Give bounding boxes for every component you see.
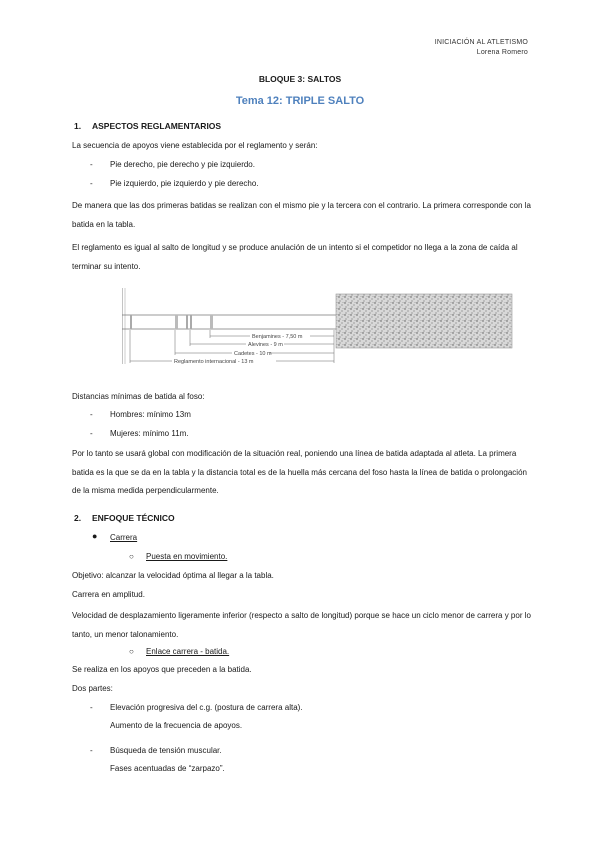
runway-diagram (122, 284, 514, 368)
bullet-dot: ● (92, 531, 98, 541)
distances-title: Distancias mínimas de batida al foso: (72, 392, 205, 401)
dash-bullet: - (90, 429, 93, 438)
topic-title: Tema 12: TRIPLE SALTO (235, 95, 365, 107)
paragraph: Carrera en amplitud. (72, 590, 145, 599)
label-benjamines: Benjamines - 7,50 m (252, 334, 303, 340)
list-item (90, 428, 189, 439)
paragraph: Velocidad de desplazamiento ligeramente inferior (respecto a salto de longitud) porque se hace un ciclo menor de carrera y por lo tanto, un menor talonamiento. (72, 611, 531, 639)
circle-bullet: ○ (129, 647, 134, 656)
dash-bullet: - (90, 703, 93, 712)
dash-bullet: - (90, 160, 93, 169)
circle-bullet: ○ (129, 552, 134, 561)
list-item-continuation: Aumento de la frecuencia de apoyos. (110, 721, 243, 730)
header-author: Lorena Romero (476, 49, 528, 56)
list-item-text: Búsqueda de tensión muscular. (110, 746, 222, 755)
list-item (92, 531, 138, 543)
label-cadetes: Cadetes - 10 m (234, 351, 272, 357)
list-item-text: Pie derecho, pie derecho y pie izquierdo. (110, 160, 255, 169)
subheading (129, 646, 230, 657)
dash-bullet: - (90, 179, 93, 188)
label-alevines: Alevines - 9 m (248, 342, 283, 348)
dash-bullet: - (90, 746, 93, 755)
list-item (90, 702, 303, 713)
paragraph: De manera que las dos primeras batidas se realizan con el mismo pie y la tercera con el contrario. La primera corresponde con la batida en la tabla. (72, 201, 531, 229)
list-item-text: Carrera (110, 533, 138, 542)
list-item (90, 409, 191, 420)
paragraph: Por lo tanto se usará global con modificación de la situación real, poniendo una línea de batida adaptada al atleta. La primera batida es la que se da en la tabla y la distancia total es de la huella más cercana del foso hasta la línea de batida o prolongación de la misma medida perpendicularmente. (72, 449, 527, 495)
section-1-intro: La secuencia de apoyos viene establecida por el reglamento y serán: (72, 141, 318, 150)
label-reglamento: Reglamento internacional - 13 m (174, 359, 254, 365)
list-item-text: Elevación progresiva del c.g. (postura de carrera alta). (110, 703, 303, 712)
paragraph: Se realiza en los apoyos que preceden a la batida. (72, 665, 252, 674)
page-header (435, 38, 528, 58)
subheading-text: Puesta en movimiento. (146, 552, 228, 561)
list-item (90, 745, 222, 756)
list-item (90, 178, 259, 189)
section-1-heading (74, 121, 222, 131)
list-item (90, 159, 255, 170)
section-2-heading (74, 513, 175, 523)
section-1-number: 1. (74, 121, 82, 131)
list-item-continuation: Fases acentuadas de “zarpazo”. (110, 764, 225, 773)
list-item-text: Hombres: mínimo 13m (110, 410, 191, 419)
list-item-text: Pie izquierdo, pie izquierdo y pie derecho. (110, 179, 259, 188)
list-item-text: Mujeres: mínimo 11m. (110, 429, 189, 438)
runway-diagram-svg (122, 284, 514, 368)
section-1-title: ASPECTOS REGLAMENTARIOS (92, 121, 222, 131)
dash-bullet: - (90, 410, 93, 419)
paragraph: Dos partes: (72, 684, 113, 693)
header-course: INICIACIÓN AL ATLETISMO (434, 39, 528, 46)
section-2-title: ENFOQUE TÉCNICO (92, 513, 175, 523)
subheading (129, 551, 228, 562)
section-2-number: 2. (74, 513, 82, 523)
block-title: BLOQUE 3: SALTOS (258, 74, 342, 84)
paragraph: El reglamento es igual al salto de longitud y se produce anulación de un intento si el competidor no llega a la zona de caída al terminar su intento. (72, 243, 518, 271)
subheading-text: Enlace carrera - batida. (146, 647, 230, 656)
paragraph: Objetivo: alcanzar la velocidad óptima al llegar a la tabla. (72, 571, 274, 580)
